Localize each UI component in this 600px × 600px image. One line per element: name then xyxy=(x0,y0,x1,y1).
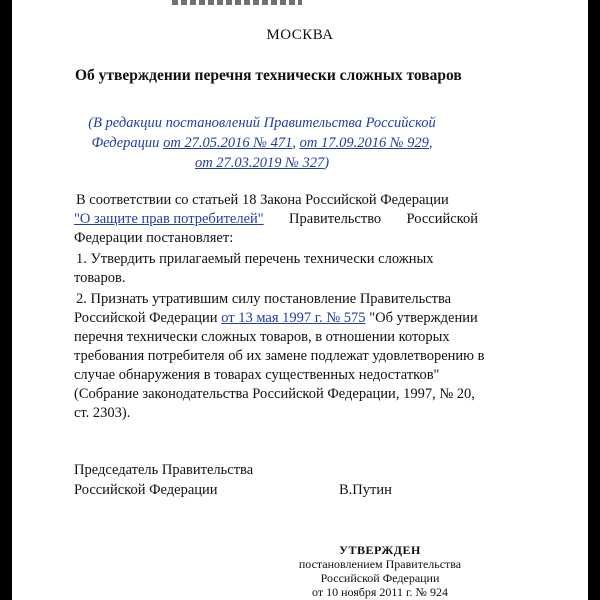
edition-line-3 xyxy=(72,153,452,173)
preamble-line-2 xyxy=(74,210,478,229)
preamble-line-1: В соответствии со статьей 18 Закона Российской Федерации xyxy=(76,192,449,208)
item-2-approval-text: "Об утверждении xyxy=(365,310,478,326)
signatory-position-line-1: Председатель Правительства xyxy=(74,462,254,478)
approval-block xyxy=(280,543,480,599)
item-2-line-7: ст. 2303). xyxy=(74,405,131,421)
item-2-paragraph xyxy=(74,290,485,423)
item-2-line-2 xyxy=(74,309,478,328)
approval-line-2: Российской Федерации xyxy=(320,571,440,585)
resolution-1997-575-link[interactable]: от 13 мая 1997 г. № 575 xyxy=(221,310,366,326)
document-title: Об утверждении перечня технически сложных товаров xyxy=(75,67,462,84)
edition-link-2016-929[interactable]: от 17.09.2016 № 929 xyxy=(299,135,429,151)
preamble-line-3: Федерации постановляет: xyxy=(74,230,234,246)
approval-heading: УТВЕРЖДЕН xyxy=(339,543,421,557)
preamble-paragraph xyxy=(74,191,478,248)
document-page xyxy=(12,0,588,600)
item-2-line-5: случае обнаружения в товарах существенных недостатков" xyxy=(74,367,440,383)
edition-link-2019-327[interactable]: от 27.03.2019 № 327 xyxy=(194,155,325,171)
edition-line-2 xyxy=(72,133,452,153)
item-2-line-1: 2. Признать утратившим силу постановление Правительства xyxy=(76,291,452,307)
signatory-position-line-2: Российской Федерации xyxy=(74,482,218,498)
edition-separator: , xyxy=(292,135,300,151)
edition-note xyxy=(72,113,452,173)
edition-line-1: (В редакции постановлений Правительства Российской xyxy=(88,115,436,131)
edition-federation-text: Федерации xyxy=(91,135,164,151)
item-2-line-4: требования потребителя об их замене подлежат удовлетворению в xyxy=(74,348,485,364)
edition-separator: , xyxy=(428,135,433,151)
item-1-line-1: 1. Утвердить прилагаемый перечень технически сложных xyxy=(76,251,434,267)
item-1-paragraph xyxy=(74,250,478,288)
clipped-heading-fragment xyxy=(172,0,302,5)
edition-closing-paren: ) xyxy=(324,155,330,171)
preamble-government-word: Правительство xyxy=(289,211,382,227)
city-heading: МОСКВА xyxy=(266,27,334,43)
approval-line-1: постановлением Правительства xyxy=(298,557,462,571)
approval-line-3: от 10 ноября 2011 г. № 924 xyxy=(312,585,448,599)
edition-link-2016-471[interactable]: от 27.05.2016 № 471 xyxy=(163,135,293,151)
consumer-rights-law-link[interactable]: "О защите прав потребителей" xyxy=(74,211,264,227)
preamble-russian-word: Российской xyxy=(406,211,478,227)
signatory-name: В.Путин xyxy=(339,482,392,498)
item-2-federation-text: Российской Федерации xyxy=(74,310,222,326)
item-2-line-3: перечня технически сложных товаров, в отношении которых xyxy=(74,329,450,345)
item-1-line-2: товаров. xyxy=(74,270,126,286)
item-2-line-6: (Собрание законодательства Российской Федерации, 1997, № 20, xyxy=(74,386,475,402)
